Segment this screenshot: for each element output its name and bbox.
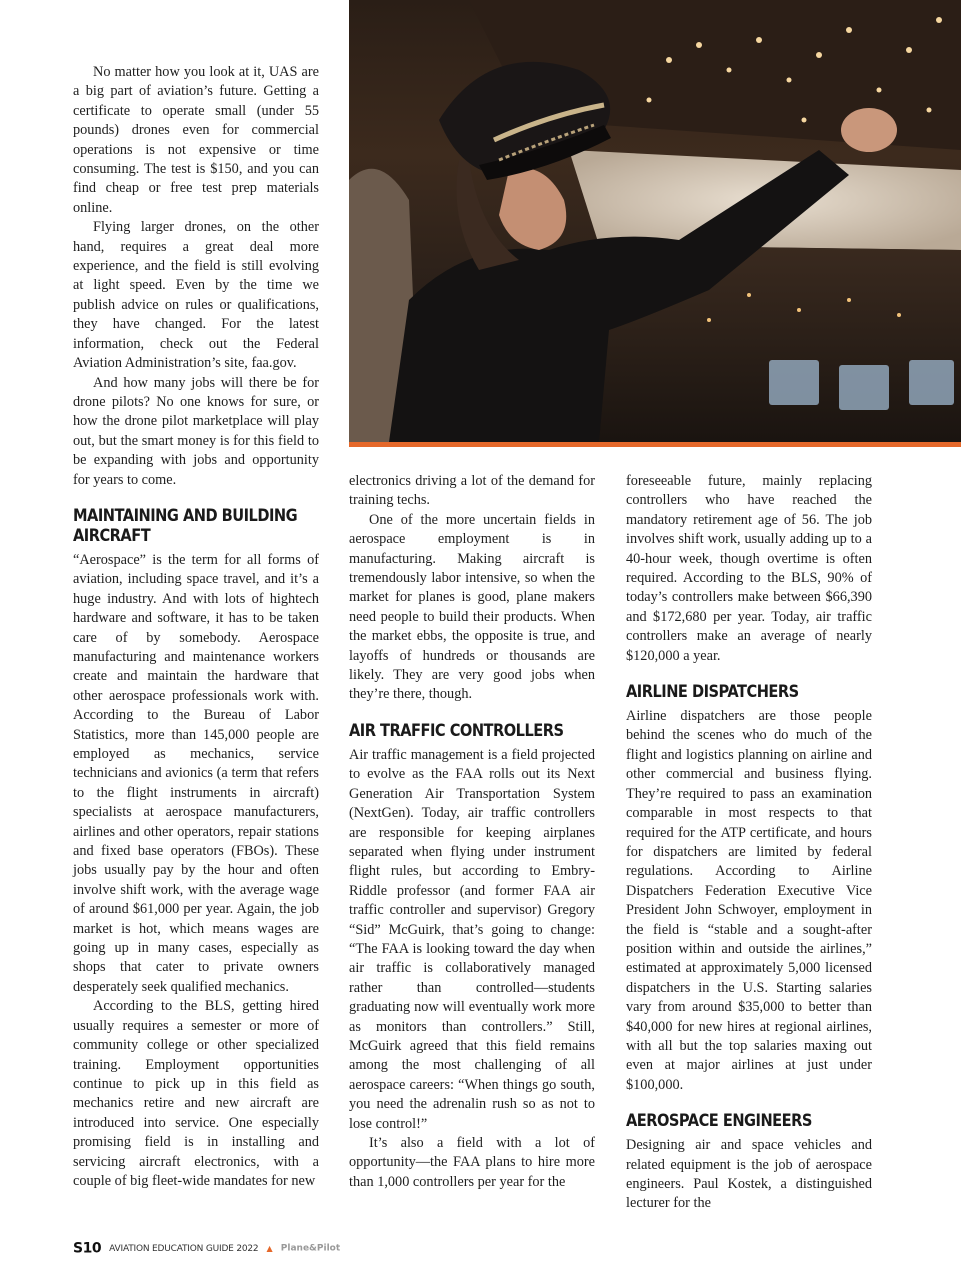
paragraph: Designing air and space vehicles and related equipment is the job of aerospace engineers. Paul Kostek, a distinguished lecturer for the <box>626 1137 872 1212</box>
paragraph: It’s also a field with a lot of opportunity—the FAA plans to hire more than 1,000 controllers per year for the <box>349 1135 595 1190</box>
heading-line: AIRCRAFT <box>73 525 151 546</box>
section-heading-aerospace-engineers: AEROSPACE ENGINEERS <box>626 1111 812 1132</box>
heading-line: MAINTAINING AND BUILDING <box>73 505 298 526</box>
paragraph: According to the BLS, getting hired usually requires a semester or more of community college or other specialized training. Employment opportunities continue to pick up in this field as mechanics retire and new aircraft are introduced into service. One especially promising field is in installing and servicing aircraft electronics, with a couple of big fleet-wide mandates for new <box>73 998 319 1189</box>
paragraph: “Aerospace” is the term for all forms of aviation, including space travel, and it’s a huge industry. And with lots of hightech hardware and software, it has to be taken care of by somebody. Aerospace manufacturing and maintenance workers create and maintain the hardware that other aerospace professionals work with. According to the Bureau of Labor Statistics, more than 145,000 people are employed as mechanics, service technicians and avionics (a term that refers to the flight instruments in aircraft) specialists at aerospace manufacturers, airlines and other operators, repair stations and fixed base operators (FBOs). These jobs usually pay by the hour and often involve shift work, with the average wage of around $61,000 per year. Again, the job market is hot, which means wages are going up in many cases, especially as shops that cater to private owners desperately seek qualified mechanics. <box>73 551 319 995</box>
paragraph: Air traffic management is a field projected to evolve as the FAA rolls out its Next Generation Air Transportation System (NextGen). Today, air traffic controllers are responsible for keeping airplanes separated when flying under instrument flight rules, but according to Embry-Riddle professor (and former FAA air traffic controller and supervisor) Gregory “Sid” McGuirk, that’s going to change: “The FAA is looking toward the day when air traffic is collaboratively managed rather than controlled—students graduating now will eventually work more as monitors than controllers.” Still, McGuirk agreed that this field remains among the most challenging of all aerospace careers: “When things go south, you need the adrenalin rush so as not to lose control!” <box>349 746 595 1132</box>
paragraph: One of the more uncertain fields in aerospace employment is in manufacturing. Making aircraft is tremendously labor intensive, so when the market for planes is good, plane makers need people to build their products. When the market ebbs, the opposite is true, and layoffs of hundreds or thousands are likely. They are very good jobs when they’re there, though. <box>349 511 595 703</box>
paragraph: electronics driving a lot of the demand for training techs. <box>349 473 595 509</box>
photo-illustration <box>349 0 961 442</box>
page-footer <box>73 1238 340 1258</box>
paragraph: And how many jobs will there be for drone pilots? No one knows for sure, or how the drone pilot marketplace will play out, but the smart money is for this field to be expanding with jobs and opportunity for years to come. <box>73 374 319 488</box>
section-heading-air-traffic-controllers: AIR TRAFFIC CONTROLLERS <box>349 720 564 741</box>
section-heading-maintaining <box>73 505 298 546</box>
paragraph: No matter how you look at it, UAS are a big part of aviation’s future. Getting a certificate to operate small (under 55 pounds) drones even for commercial operations is not expensive or time consuming. The test is $150, and you can find cheap or free test prep materials online. <box>73 64 319 216</box>
guide-title: AVIATION EDUCATION GUIDE 2022 <box>109 1243 259 1254</box>
triangle-icon: ▲ <box>266 1244 273 1253</box>
article-column-1 <box>73 63 319 1191</box>
article-column-2 <box>349 472 595 1192</box>
article-column-3 <box>626 472 872 1214</box>
paragraph: Airline dispatchers are those people behind the scenes who do much of the flight and logistics planning on airline and other commercial and business flying. They’re required to pass an examination comparable in most respects to that required for the ATP certificate, and hours for dispatchers are limited by federal regulations. According to Airline Dispatchers Federation Executive Vice President John Schwoyer, employment in the field is “stable and a sought-after position within and outside the airlines,” estimated at approximately 5,000 licensed dispatchers in the U.S. Starting salaries vary from around $35,000 to better than $40,000 for new hires at regional airlines, with all but the top salaries maxing out even at major airlines at just under $100,000. <box>626 708 872 1093</box>
paragraph: Flying larger drones, on the other hand, requires a great deal more experience, and the field is still evolving at light speed. Even by the time we publish advice on rules or qualifications, they have changed. For the latest information, check out the Federal Aviation Administration’s site, faa.gov. <box>73 219 319 372</box>
paragraph: foreseeable future, mainly replacing controllers who have reached the mandatory retirement age of 56. The job involves shift work, usually adding up to a 40-hour week, though overtime is often required. According to the BLS, 90% of today’s controllers make between $66,390 and $172,680 per year. Today, air traffic controllers make an average of nearly $120,000 a year. <box>626 473 872 664</box>
photo-accent-bar <box>349 442 961 447</box>
publication-name: Plane&Pilot <box>280 1243 341 1254</box>
page-number: S10 <box>73 1240 102 1257</box>
pilot-in-cockpit-photo <box>349 0 961 442</box>
section-heading-airline-dispatchers: AIRLINE DISPATCHERS <box>626 682 799 703</box>
